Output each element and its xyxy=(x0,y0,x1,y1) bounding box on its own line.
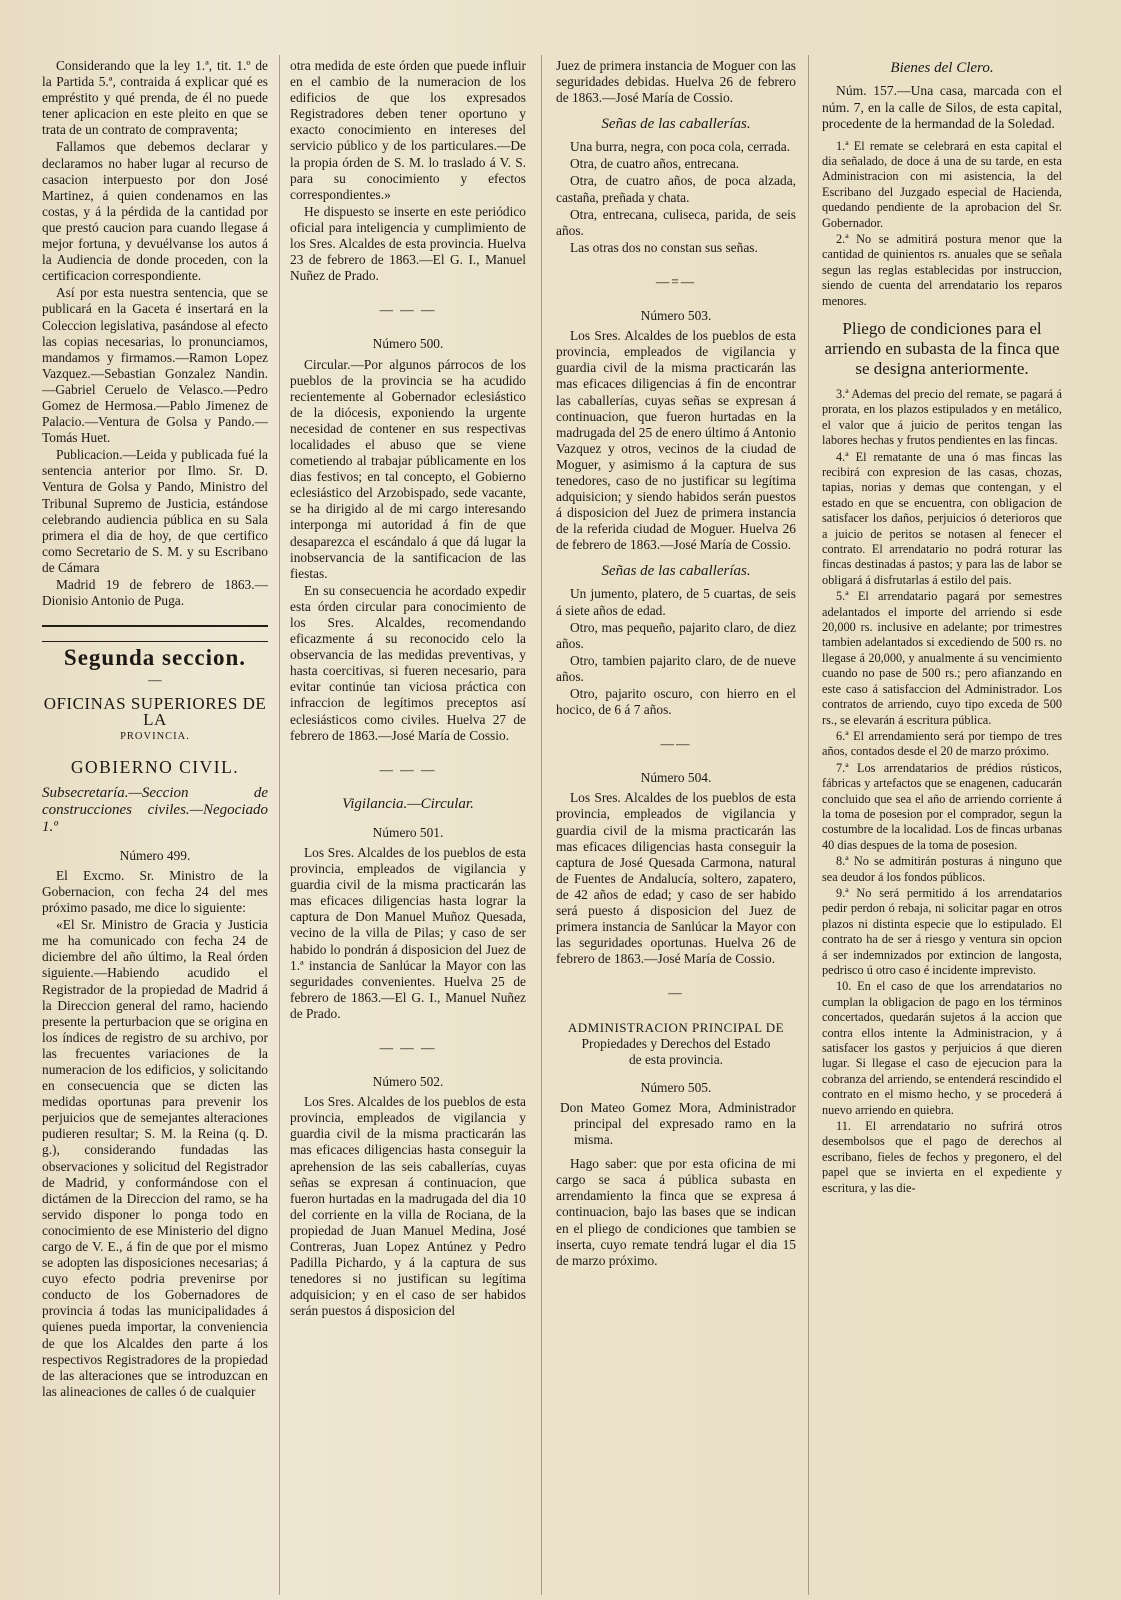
paragraph: Los Sres. Alcaldes de los pueblos de esta provincia, empleados de vigilancia y guardia civil de la misma practicarán las mas eficaces diligencias hasta conseguir la aprehension de las seis caballerías, cuyas señas se expresan á continuacion, que fueron hurtadas en la madrugada del dia 10 del corriente en la villa de Rociana, de la propiedad de Juan Manuel Medina, José Contreras, Juan Lopez Antúnez y Pedro Padilla Pichardo, y á la captura de sus tenedores si no justifican su legítima adquisicion; y en el caso de ser habidos serán puestos á disposicion del xyxy=(290,1094,526,1319)
column-1 xyxy=(42,58,268,1592)
paragraph: Núm. 157.—Una casa, marcada con el núm. 7, en la calle de Silos, de esta capital, procedente de la hermandad de la Soledad. xyxy=(822,83,1062,131)
paragraph: Madrid 19 de febrero de 1863.—Dionisio Antonio de Puga. xyxy=(42,577,268,609)
paragraph: El Excmo. Sr. Ministro de la Gobernacion, con fecha 24 del mes próximo pasado, me dice lo siguiente: xyxy=(42,867,268,916)
list-item: Otra, entrecana, culiseca, parida, de seis años. xyxy=(556,206,796,238)
section-subheading: Vigilancia.—Circular. xyxy=(342,795,474,812)
dash-separator: —=— xyxy=(655,273,697,289)
condition: 7.ª Los arrendatarios de prédios rústicos, fábricas y artefactos que se enagenen, caducarán concluido que sea el año de arriendo corriente á la toma de posesion por el comprador, segun la costumbre de la localidad. Los de fincas urbanas 40 dias despues de la toma de posesion. xyxy=(822,760,1062,852)
article-number: Número 499. xyxy=(119,847,191,863)
column-3 xyxy=(556,58,796,1592)
dash-separator: — — — xyxy=(379,1039,437,1055)
office-subheading: de esta provincia. xyxy=(628,1051,724,1067)
list-item: Otra, de cuatro años, entrecana. xyxy=(570,156,740,172)
government-heading: GOBIERNO CIVIL. xyxy=(70,756,240,777)
article-number: Número 501. xyxy=(372,824,444,840)
dash-separator: — — — xyxy=(379,761,437,777)
list-item: Una burra, negra, con poca cola, cerrada. xyxy=(570,139,791,155)
section-divider-thin xyxy=(42,641,268,642)
column-rule-3 xyxy=(808,55,809,1595)
condition: 4.ª El rematante de una ó mas fincas las recibirá con expresion de las casas, chozas, tapias, norias y demas que contengan, y el estado en que se encuentra, con obligacion de satisfacer los daños, perjuicios ó deterioros que a juicio de peritos se notasen al fenecer el contrato. El arrendatario no podrá roturar las fincas destinadas á pastos; y para las de labor se obligará á disfrutarlas á estilo del pais. xyxy=(822,449,1062,587)
section-divider xyxy=(42,625,268,627)
dash-separator: — xyxy=(668,985,684,1001)
list-item: Un jumento, platero, de 5 cuartas, de seis á siete años de edad. xyxy=(556,586,796,618)
list-item: Otro, mas pequeño, pajarito claro, de diez años. xyxy=(556,619,796,651)
paragraph: Don Mateo Gomez Mora, Administrador principal del expresado ramo en la misma. xyxy=(560,1099,796,1148)
paragraph: otra medida de este órden que puede influir en el cambio de la numeracion de los edificios de que los expresados Registradores deben tener oportuno y exacto conocimiento en intereses del servicio público y de los particulares.—De la propia órden de S. M. lo traslado á V. S. para su conocimiento y efectos correspondientes.» xyxy=(290,58,526,202)
paragraph: Hago saber: que por esta oficina de mi cargo se saca á pública subasta en arrendamiento la finca que se expresa á continuacion, bajo las bases que se indican en el pliego de condiciones que tambien se inserta, cuyo remate tendrá lugar el dia 15 de marzo próximo. xyxy=(556,1156,796,1268)
condition: 2.ª No se admitirá postura menor que la cantidad de quinientos rs. anuales que se señala segun las reglas establecidas por instruccion, siendo de cuenta del arrendatario los reparos menores. xyxy=(822,231,1062,308)
section-subheading: Bienes del Clero. xyxy=(890,60,994,76)
paragraph: Los Sres. Alcaldes de los pueblos de esta provincia, empleados de vigilancia y guardia civil de la misma practicarán las mas eficaces diligencias á fin de encontrar las caballerías, cuyas señas se expresan á continuacion, que fueron hurtadas en la madrugada del 25 de enero último á Antonio Vazquez y otros, vecinos de la ciudad de Moguer, y asimismo á la captura de sus tenedores, caso de no justificar su legítima adquisicion; y siendo habidos serán puestos á disposicion del Juez de primera instancia de la referida ciudad de Moguer. Huelva 26 de febrero de 1863.—José María de Cossio. xyxy=(556,328,796,553)
paragraph: Los Sres. Alcaldes de los pueblos de esta provincia, empleados de vigilancia y guardia civil de la misma practicarán las mas eficaces diligencias hasta lograr la captura de Don Manuel Muñoz Quesada, vecino de la villa de Pilas; y caso de ser habido lo pondrán á disposicion del Juez de 1.ª instancia de Sanlúcar la Mayor con las seguridades convenientes. Huelva 25 de febrero de 1863.—El G. I., Manuel Nuñez de Prado. xyxy=(290,844,526,1021)
conditions-heading: Pliego de condiciones para el arriendo en subasta de la finca que se designa anteriormente. xyxy=(824,318,1060,378)
paragraph: He dispuesto se inserte en este periódico oficial para inteligencia y cumplimiento de los Sres. Alcaldes de esta provincia. Huelva 23 de febrero de 1863.—El G. I., Manuel Nuñez de Prado. xyxy=(290,203,526,284)
paragraph: Así por esta nuestra sentencia, que se publicará en la Gaceta é insertará en la Coleccion legislativa, pasándose al efecto las copias necesarias, lo pronunciamos, mandamos y firmamos.—Ramon Lopez Vazquez.—Sebastian Gonzalez Nandin.—Gabriel Ceruelo de Velasco.—Pedro Gomez de Hermosa.—Pablo Jimenez de Palacio.—Ventura de Golsa y Pando.—Tomás Huet. xyxy=(42,285,268,446)
paragraph: Publicacion.—Leida y publicada fué la sentencia anterior por Ilmo. Sr. D. Ventura de Golsa y Pando, Ministro del Tribunal Supremo de Justicia, estándose celebrando audiencia pública en su Sala primera el dia de hoy, de que certifico como Secretario de S. M. y su Escribano de Cámara xyxy=(42,447,268,575)
paragraph: Juez de primera instancia de Moguer con las seguridades debidas. Huelva 26 de febrero de 1863.—José María de Cossio. xyxy=(556,58,796,106)
article-number: Número 500. xyxy=(372,336,444,352)
condition: 3.ª Ademas del precio del remate, se pagará á prorata, en los plazos estipulados y en metálico, el valor que á juicio de peritos tengan las labores hechas y frutos pendientes en las fincas. xyxy=(822,386,1062,448)
article-number: Número 504. xyxy=(640,770,712,786)
paragraph: En su consecuencia he acordado expedir esta órden circular para conocimiento de los Sres. Alcaldes, recomendando eficazmente á su reconocido celo la observancia de las medidas preventivas, y hasta coercitivas, si fueren necesario, para evitar continúe tan viciosa práctica con infraccion de legítimos preceptos así eclesiásticos como civiles. Huelva 27 de febrero de 1863.—José María de Cossio. xyxy=(290,582,526,743)
dash-separator: —— xyxy=(660,736,692,752)
column-2 xyxy=(290,58,526,1592)
office-subheading: PROVINCIA. xyxy=(120,730,190,742)
list-item: Otro, pajarito oscuro, con hierro en el hocico, de 6 á 7 años. xyxy=(556,686,796,718)
office-subheading: Propiedades y Derechos del Estado xyxy=(581,1035,771,1051)
section-title: Segunda seccion. xyxy=(63,645,247,671)
dash-separator: — — — xyxy=(379,302,437,318)
list-item: Otra, de cuatro años, de poca alzada, castaña, preñada y chata. xyxy=(556,173,796,205)
condition: 10. En el caso de que los arrendatarios no cumplan la obligacion de pago en los términos concertados, quedarán sujetos á la accion que contra ellos intente la Administracion, y á satisfacer los gastos y perjuicios á que dieren lugar. Si llegase el caso de ejecucion para la cobranza del arriendo, se entenderá rescindido el contrato en el mismo hecho, y se procederá á nuevo arriendo en quiebra. xyxy=(822,979,1062,1117)
article-number: Número 502. xyxy=(372,1074,444,1090)
column-rule-2 xyxy=(541,55,542,1595)
paragraph: Considerando que la ley 1.ª, tit. 1.º de la Partida 5.ª, contraida á explicar qué es empréstito y qué prenda, de él no puede tener aplicacion en este pleito en que se trata de un contrato de compraventa; xyxy=(42,58,268,138)
article-number: Número 503. xyxy=(640,308,712,324)
condition: 1.ª El remate se celebrará en esta capital el dia señalado, de doce á una de su tarde, en esta Administracion con mi asistencia, la del Escribano del Juzgado especial de Hacienda, quedando pendiente de la aprobacion del Sr. Gobernador. xyxy=(822,138,1062,230)
list-item: Las otras dos no constan sus señas. xyxy=(570,239,758,255)
office-heading: OFICINAS SUPERIORES DE LA xyxy=(43,694,267,730)
list-item: Otro, tambien pajarito claro, de de nueve años. xyxy=(556,652,796,684)
condition: 5.ª El arrendatario pagará por semestres adelantados el importe del arriendo si esde 20,000 rs. inclusive en adelante; por trimestres tambien adelantados si excediendo de 500 rs. no llegase á 20,000, y anualmente á su vencimiento cuando no pase de 500 rs.; pero afianzando en este caso á satisfaccion del Administrador. Los contratos de arriendo, cuyo tipo exceda de 500 rs., se elevarán á escritura pública. xyxy=(822,589,1062,727)
dash-separator: — xyxy=(148,672,162,688)
condition: 9.ª No será permitido á los arrendatarios pedir perdon ó rebaja, ni solicitar pagar en otros plazos ni distinta especie que lo estipulado. El contrato ha de ser á riesgo y ventura sin opcion á ser indemnizados por extincion de langosta, pedrisco ú otro caso é incidente imprevisto. xyxy=(822,885,1062,977)
department-subheading: Subsecretaría.—Seccion de construcciones civiles.—Negociado 1.º xyxy=(42,784,268,835)
paragraph: Fallamos que debemos declarar y declaramos no haber lugar al recurso de casacion interpuesto por don José Martinez, á quien condenamos en las costas, y á la pérdida de la cantidad por que prestó caucion para cuando llegase á mejor fortuna, y devuélvanse los autos á la Audiencia de donde proceden, con la certificacion correspondiente. xyxy=(42,139,268,284)
paragraph: Los Sres. Alcaldes de los pueblos de esta provincia, empleados de vigilancia y guardia civil de la misma practicarán las mas eficaces diligencias hasta conseguir la captura de José Quesada Carmona, natural de Fuentes de Andalucía, soltero, zapatero, de 42 años de edad; y caso de ser habido será puesto á disposicion del Juez de primera instancia de Sanlúcar la Mayor con las seguridades oportunas. Huelva 26 de febrero de 1863.—José María de Cossio. xyxy=(556,790,796,967)
condition: 6.ª El arrendamiento será por tiempo de tres años, contados desde el 20 de marzo próximo. xyxy=(822,728,1062,759)
column-4 xyxy=(822,58,1062,1592)
paragraph: Circular.—Por algunos párrocos de los pueblos de la provincia se ha acudido recientemente al Gobernador eclesiástico de la diócesis, exponiendo la urgente necesidad de contener en sus respectivas localidades el abuso que se viene cometiendo al trabajar públicamente en los dias festivos; en tal concepto, el Gobierno eclesiástico del Arzobispado, sede vacante, se ha dirigido al de mi cargo interesando interponga mi autoridad á fin de que desaparezca el escándalo á que dá lugar la inobservancia de la santificacion de las fiestas. xyxy=(290,356,526,581)
office-heading: ADMINISTRACION PRINCIPAL DE xyxy=(567,1019,785,1035)
section-subheading: Señas de las caballerías. xyxy=(601,563,751,580)
article-number: Número 505. xyxy=(640,1079,712,1095)
section-subheading: Señas de las caballerías. xyxy=(601,116,751,133)
condition: 11. El arrendatario no sufrirá otros desembolsos que el pago de derechos al escribano, fieles de fechos y pregonero, el del papel que se invierta en el expediente y escritura, y las die- xyxy=(822,1119,1062,1195)
condition: 8.ª No se admitirán posturas á ninguno que sea deudor á los fondos públicos. xyxy=(822,854,1062,884)
paragraph: «El Sr. Ministro de Gracia y Justicia me ha comunicado con fecha 24 de diciembre del año último, la Real órden siguiente.—Habiendo acudido el Registrador de la propiedad de Madrid á la Direccion general del ramo, haciendo presente la perturbacion que se origina en los índices de registro de su archivo, por las frecuentes variaciones de la numeracion de los edificios, y solicitando en consecuencia que se dicten las medidas oportunas para prevenir los perjuicios que de semejantes alteraciones pudieren resultar; S. M. la Reina (q. D. g.), considerando fundadas las observaciones y solicitud del Registrador de Madrid, y conformándose con el dictámen de la Direccion del ramo, se ha servido disponer lo ponga todo en conocimiento de ese Ministerio del digno cargo de V. E., á fin de que por el mismo se adopten las disposiciones necesarias; á cuyo efecto podria prevenirse por conducto de los Gobernadores de provincia á todas las municipalidades á quienes pueda importar, la conveniencia de que los Alcaldes den parte á los respectivos Registradores de la propiedad de las alteraciones que se introduzcan en las alineaciones de calles ó de cualquier xyxy=(42,917,268,1399)
column-rule-1 xyxy=(279,55,280,1595)
